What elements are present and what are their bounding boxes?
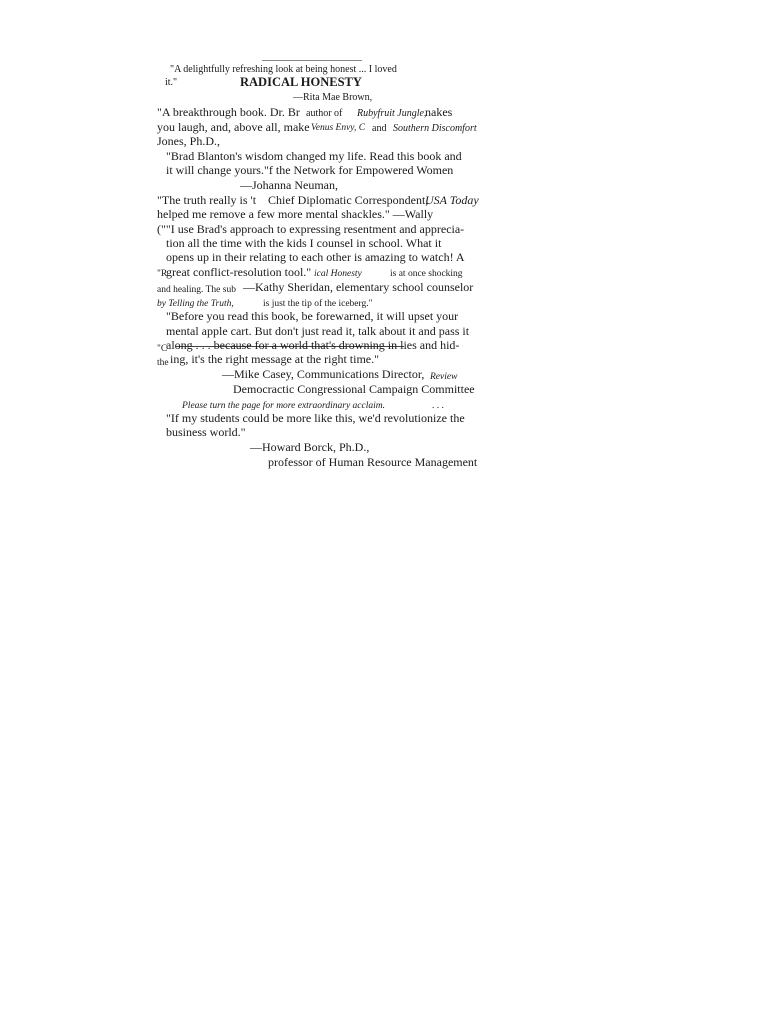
attribution-rita-mae-brown: —Rita Mae Brown, [293,92,373,103]
quote-breakthrough-overlap-book-2: Southern Discomfort [393,123,477,134]
quote-truth-line-2: helped me remove a few more mental shackles." —Wally [157,207,434,221]
quote-brads-approach-line-1: (""I use Brad's approach to expressing resentment and apprecia- [157,222,465,236]
continuation-ellipsis: . . . [432,401,444,411]
attribution-mike-casey: —Mike Casey, Communications Director, [222,367,425,381]
attribution-mike-casey-org: Democractic Congressional Campaign Committee [233,382,475,396]
quote-forewarned-line-1: "Before you read this book, be forewarned, it will upset your [166,309,459,323]
quote-brads-approach-line-2: tion all the time with the kids I counsel in school. What it [166,236,442,250]
quote-students-line-2: business world." [166,425,246,439]
quote-brads-approach-line-3: opens up in their relating to each other is amazing to watch! A [166,250,465,264]
quote-students-line-1: "If my students could be more like this, we'd revolutionize the [166,411,465,425]
quote-brown-line-2: it." [165,77,178,88]
quote-radical-honesty-line-3: is just the tip of the iceberg." [263,299,373,309]
quote-forewarned-fragment-2: the [157,358,169,368]
quote-breakthrough-line-1-end: nakes [425,105,453,119]
quote-brads-approach-fragment: "R [157,269,168,279]
quote-breakthrough-overlap-author: author of [306,108,343,119]
quote-blanton-line-1: "Brad Blanton's wisdom changed my life. Read this book and [166,149,462,163]
quote-truth-overlap-paper: USA Today [425,193,479,207]
continuation-note: Please turn the page for more extraordinary acclaim. [182,401,385,411]
quote-truth-overlap-role: Chief Diplomatic Correspondent, [268,193,429,207]
quote-breakthrough-overlap-book: Venus Envy, C [311,123,366,133]
quote-forewarned-line-3: along . . . because for a world that's drowning in lies and hid- [166,338,460,352]
quote-radical-honesty-line-2: and healing. The sub [157,285,236,295]
overlap-review-fragment: Review [430,372,458,382]
quote-radical-honesty-overlap-2: is at once shocking [390,269,463,279]
quote-breakthrough-line-1: "A breakthrough book. Dr. Br [157,105,300,119]
quote-brads-approach-line-4: great conflict-resolution tool." [166,265,312,279]
quote-radical-honesty-line-3-subtitle: by Telling the Truth, [157,299,234,309]
quote-radical-honesty-overlap: ical Honesty [314,269,362,279]
quote-blanton-line-2: it will change yours."f the Network for Empowered Women [166,163,454,177]
attribution-johanna-neuman: —Johanna Neuman, [240,178,338,192]
quote-breakthrough-line-2: you laugh, and, above all, make [157,120,310,134]
header-garble-mark [262,60,362,61]
attribution-howard-borck: —Howard Borck, Ph.D., [250,440,370,454]
quote-breakthrough-overlap-and: and [372,123,387,134]
attribution-howard-borck-title: professor of Human Resource Management [268,455,478,469]
quote-forewarned-line-4: ing, it's the right message at the right time." [170,352,380,366]
attribution-kathy-sheridan: —Kathy Sheridan, elementary school counselor [243,280,474,294]
quote-truth-line-1: "The truth really is 't [157,193,257,207]
quote-breakthrough-overlap-title: Rubyfruit Jungle, [357,108,427,119]
quote-forewarned-fragment: "C [157,344,168,354]
quote-forewarned-line-2: mental apple cart. But don't just read it, talk about it and pass it [166,324,470,338]
quote-brown-line-1: "A delightfully refreshing look at being honest ... I loved [170,64,397,75]
book-title-heading: RADICAL HONESTY [240,75,362,89]
attribution-jones: Jones, Ph.D., [157,134,221,148]
